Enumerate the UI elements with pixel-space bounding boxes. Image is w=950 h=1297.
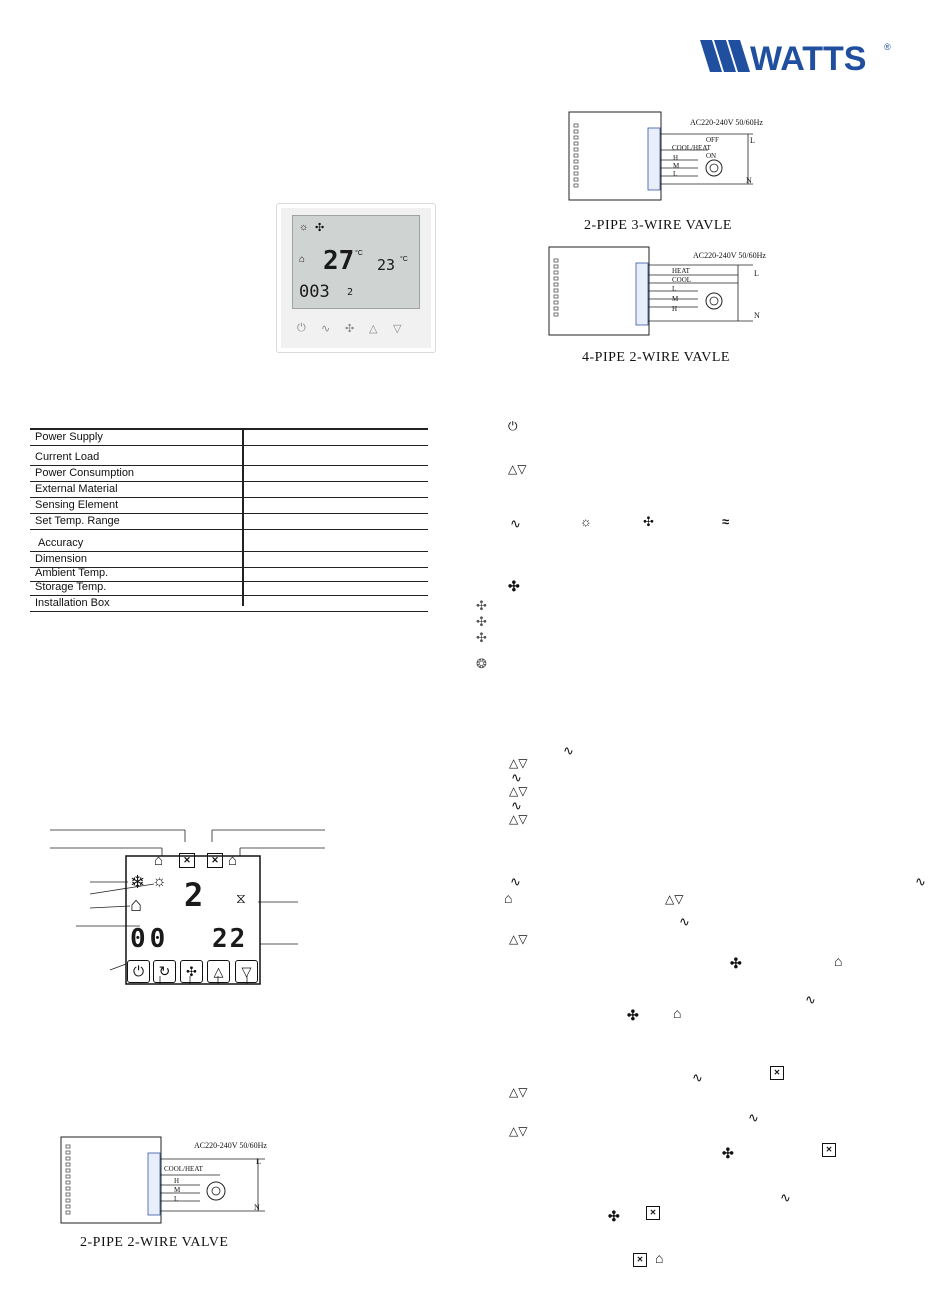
- table-row: Installation Box: [30, 596, 428, 612]
- snowflake-icon: ❄: [130, 872, 146, 892]
- svg-text:®: ®: [884, 42, 891, 52]
- home-icon: ⌂: [655, 1250, 664, 1266]
- caption-2pipe-3wire: 2-PIPE 3-WIRE VAVLE: [584, 218, 732, 233]
- set-temp: 23: [377, 256, 396, 274]
- device-fan-button[interactable]: ✣: [345, 323, 355, 335]
- terminal-n: N: [746, 176, 752, 185]
- home-icon: ⌂: [130, 894, 143, 916]
- table-row: Accuracy: [30, 530, 428, 552]
- away-icon: ✕: [633, 1253, 647, 1267]
- lcd-right-digits: 22: [212, 924, 248, 954]
- fan-icon: ✣: [643, 514, 654, 529]
- room-temp-unit: °C: [355, 250, 363, 257]
- power-button[interactable]: ⏻: [127, 960, 150, 983]
- fan-icon: ✣: [627, 1007, 639, 1023]
- lcd-big-digit: 2: [184, 876, 204, 914]
- table-row: Sensing Element: [30, 498, 428, 514]
- table-row: Set Temp. Range: [30, 514, 428, 530]
- fan-high-icon: ✣: [476, 630, 487, 645]
- spec-table: [30, 430, 428, 612]
- mode-icon: ∿: [780, 1190, 791, 1205]
- supply-label: AC220-240V 50/60Hz: [690, 118, 763, 127]
- wiring-diagram-4pipe-2wire: AC220-240V 50/60Hz L N HEAT COOL L M H: [548, 245, 768, 340]
- home-icon: ⌂: [673, 1005, 682, 1021]
- mode-icon: ∿: [510, 874, 521, 889]
- home-icon: ⌂: [834, 953, 843, 969]
- mode-icon: ∿: [692, 1070, 703, 1085]
- table-row: Dimension: [30, 552, 428, 568]
- up-down-arrows-icon: △▽: [509, 812, 528, 826]
- up-down-arrows-icon: △▽: [509, 756, 528, 770]
- up-down-arrows-icon: △▽: [509, 784, 528, 798]
- up-down-arrows-icon: △▽: [508, 462, 527, 476]
- heat-icon: ☼: [299, 222, 309, 233]
- mode-icon: ∿: [679, 914, 690, 929]
- mode-icon: ∿: [805, 992, 816, 1007]
- sun-icon: ☼: [580, 514, 592, 529]
- fan-icon: ✣: [730, 955, 742, 971]
- caption-4pipe-2wire: 4-PIPE 2-WIRE VAVLE: [582, 350, 730, 365]
- mode-icon: ∿: [563, 743, 574, 758]
- up-down-arrows-icon: △▽: [509, 1124, 528, 1138]
- away-icon: ✕: [207, 853, 223, 868]
- away-icon: ✕: [770, 1066, 784, 1080]
- fan-low-icon: ✣: [476, 598, 487, 613]
- away-icon: ✕: [822, 1143, 836, 1157]
- away-icon: ✕: [179, 853, 195, 868]
- home-icon: ⌂: [228, 852, 238, 869]
- mode-button[interactable]: ↻: [153, 960, 176, 983]
- power-icon: ⏻: [508, 419, 518, 433]
- wiring-diagram-2pipe-3wire: AC220-240V 50/60Hz L N OFF COOL/HEAT ON H M L: [568, 110, 768, 205]
- down-button[interactable]: ▽: [235, 960, 258, 983]
- up-down-arrows-icon: △▽: [509, 932, 528, 946]
- table-row: Storage Temp.: [30, 582, 428, 596]
- mode-icon: ∿: [511, 770, 522, 785]
- up-down-arrows-icon: △▽: [509, 1085, 528, 1099]
- lcd-panel-diagram: [50, 826, 330, 996]
- fan-mid-icon: ✣: [476, 614, 487, 629]
- mode-icon: ∿: [748, 1110, 759, 1125]
- table-row: Current Load: [30, 446, 428, 466]
- fan-icon: ✣: [315, 222, 325, 234]
- fan-icon: ✣: [722, 1145, 734, 1161]
- set-temp-unit: °C: [400, 256, 408, 263]
- mode-icon: ∿: [511, 798, 522, 813]
- mode-icon: ∿: [510, 516, 521, 531]
- device-mode-button[interactable]: ∿: [321, 323, 331, 335]
- sun-icon: ☼: [152, 873, 167, 890]
- home-icon: ⌂: [299, 254, 306, 265]
- terminal-l: L: [750, 136, 755, 145]
- fan-icon: ✣: [508, 578, 520, 594]
- mode-digit: 2: [347, 287, 354, 298]
- fan-button[interactable]: ✣: [180, 960, 203, 983]
- home-icon: ⌂: [504, 890, 513, 906]
- device-power-button[interactable]: ⏻: [297, 322, 306, 334]
- away-icon: ✕: [646, 1206, 660, 1220]
- caption-2pipe-2wire: 2-PIPE 2-WIRE VALVE: [80, 1235, 229, 1250]
- timer-readout: 003: [299, 282, 330, 302]
- fan-auto-icon: ❂: [476, 656, 487, 671]
- room-temp: 27: [323, 246, 355, 276]
- device-up-button[interactable]: △: [369, 323, 378, 335]
- up-button[interactable]: △: [207, 960, 230, 983]
- up-down-arrows-icon: △▽: [665, 892, 684, 906]
- watts-logo: [700, 38, 895, 74]
- mode-icon: ∿: [915, 874, 926, 889]
- table-row: External Material: [30, 482, 428, 498]
- wiring-diagram-2pipe-2wire: AC220-240V 50/60Hz L N COOL/HEAT H M L: [60, 1135, 275, 1227]
- table-row: Power Consumption: [30, 466, 428, 482]
- lcd-left-digits: 00: [130, 924, 170, 954]
- table-row: Ambient Temp.: [30, 568, 428, 582]
- brand-name: WATTS: [750, 40, 867, 74]
- table-row: Power Supply: [30, 430, 428, 446]
- device-down-button[interactable]: ▽: [393, 323, 402, 335]
- thermostat-screen: [292, 215, 420, 309]
- home-icon: ⌂: [154, 852, 164, 869]
- fan-icon: ✣: [608, 1208, 620, 1224]
- dry-icon: ≈: [722, 514, 730, 529]
- valve-icon: ⧖: [236, 890, 246, 906]
